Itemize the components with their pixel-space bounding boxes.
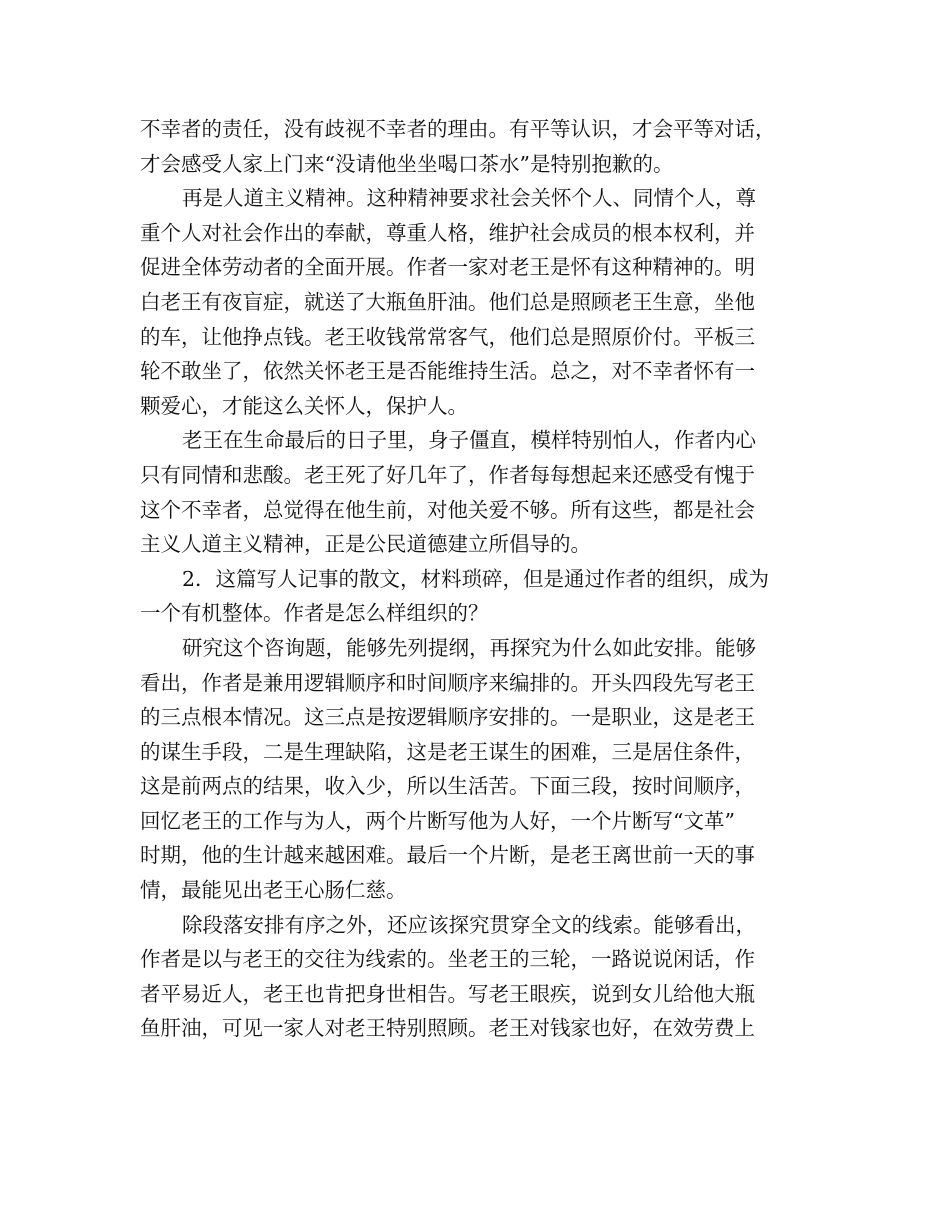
text-line: 轮不敢坐了，依然关怀老王是否能维持生活。总之，对不幸者怀有一 (140, 359, 755, 384)
text-line: 促进全体劳动者的全面开展。作者一家对老王是怀有这种精神的。明 (140, 255, 755, 280)
text-line: 研究这个咨询题，能够先列提纲，再探究为什么如此安排。能够 (182, 635, 756, 660)
text-line: 情，最能见出老王心肠仁慈。 (140, 878, 407, 903)
text-line: 才会感受人家上门来“没请他坐坐喝口茶水”是特别抱歉的。 (140, 151, 674, 176)
text-line: 重个人对社会作出的奉献，尊重人格，维护社会成员的根本权利，并 (140, 220, 755, 245)
text-line: 白老王有夜盲症，就送了大瓶鱼肝油。他们总是照顾老王生意，坐他 (140, 289, 755, 314)
text-line: 一个有机整体。作者是怎么样组织的？ (140, 601, 489, 626)
paragraph (140, 631, 830, 908)
text-line: 的车，让他挣点钱。老王收钱常常客气，他们总是照原价付。平板三 (140, 324, 755, 349)
paragraph (140, 423, 830, 561)
paragraph (140, 562, 830, 631)
text-line: 不幸者的责任，没有歧视不幸者的理由。有平等认识，才会平等对话， (140, 117, 776, 141)
text-line: 鱼肝油，可见一家人对老王特别照顾。老王对钱家也好，在效劳费上 (140, 1016, 755, 1041)
paragraph (140, 112, 830, 181)
text-line: 者平易近人，老王也肯把身世相告。写老王眼疾，说到女儿给他大瓶 (140, 981, 755, 1006)
text-line: 回忆老王的工作与为人，两个片断写他为人好，一个片断写“文革” (140, 808, 735, 833)
text-line: 除段落安排有序之外，还应该探究贯穿全文的线索。能够看出， (182, 912, 756, 937)
document-page (140, 112, 830, 1046)
text-line: 的谋生手段，二是生理缺陷，这是老王谋生的困难，三是居住条件， (140, 739, 755, 764)
text-line: 再是人道主义精神。这种精神要求社会关怀个人、同情个人，尊 (182, 186, 756, 211)
text-line: 这是前两点的结果，收入少，所以生活苦。下面三段，按时间顺序， (140, 774, 755, 799)
text-line: 看出，作者是兼用逻辑顺序和时间顺序来编排的。开头四段先写老王 (140, 670, 755, 695)
text-line: 老王在生命最后的日子里，身子僵直，模样特别怕人，作者内心 (182, 428, 756, 453)
text-line: 主义人道主义精神，正是公民道德建立所倡导的。 (140, 532, 591, 557)
text-line: 作者是以与老王的交往为线索的。坐老王的三轮，一路说说闲话，作 (140, 947, 755, 972)
text-line: 这个不幸者，总觉得在他生前，对他关爱不够。所有这些，都是社会 (140, 497, 755, 522)
text-line: 时期，他的生计越来越困难。最后一个片断，是老王离世前一天的事 (140, 843, 755, 868)
text-line: 颗爱心，才能这么关怀人，保护人。 (140, 393, 468, 418)
paragraph (140, 908, 830, 1046)
text-line: 的三点根本情况。这三点是按逻辑顺序安排的。一是职业，这是老王 (140, 705, 755, 730)
text-line: 2．这篇写人记事的散文，材料琐碎，但是通过作者的组织，成为 (182, 566, 770, 591)
paragraph (140, 181, 830, 423)
text-line: 只有同情和悲酸。老王死了好几年了，作者每每想起来还感受有愧于 (140, 462, 755, 487)
